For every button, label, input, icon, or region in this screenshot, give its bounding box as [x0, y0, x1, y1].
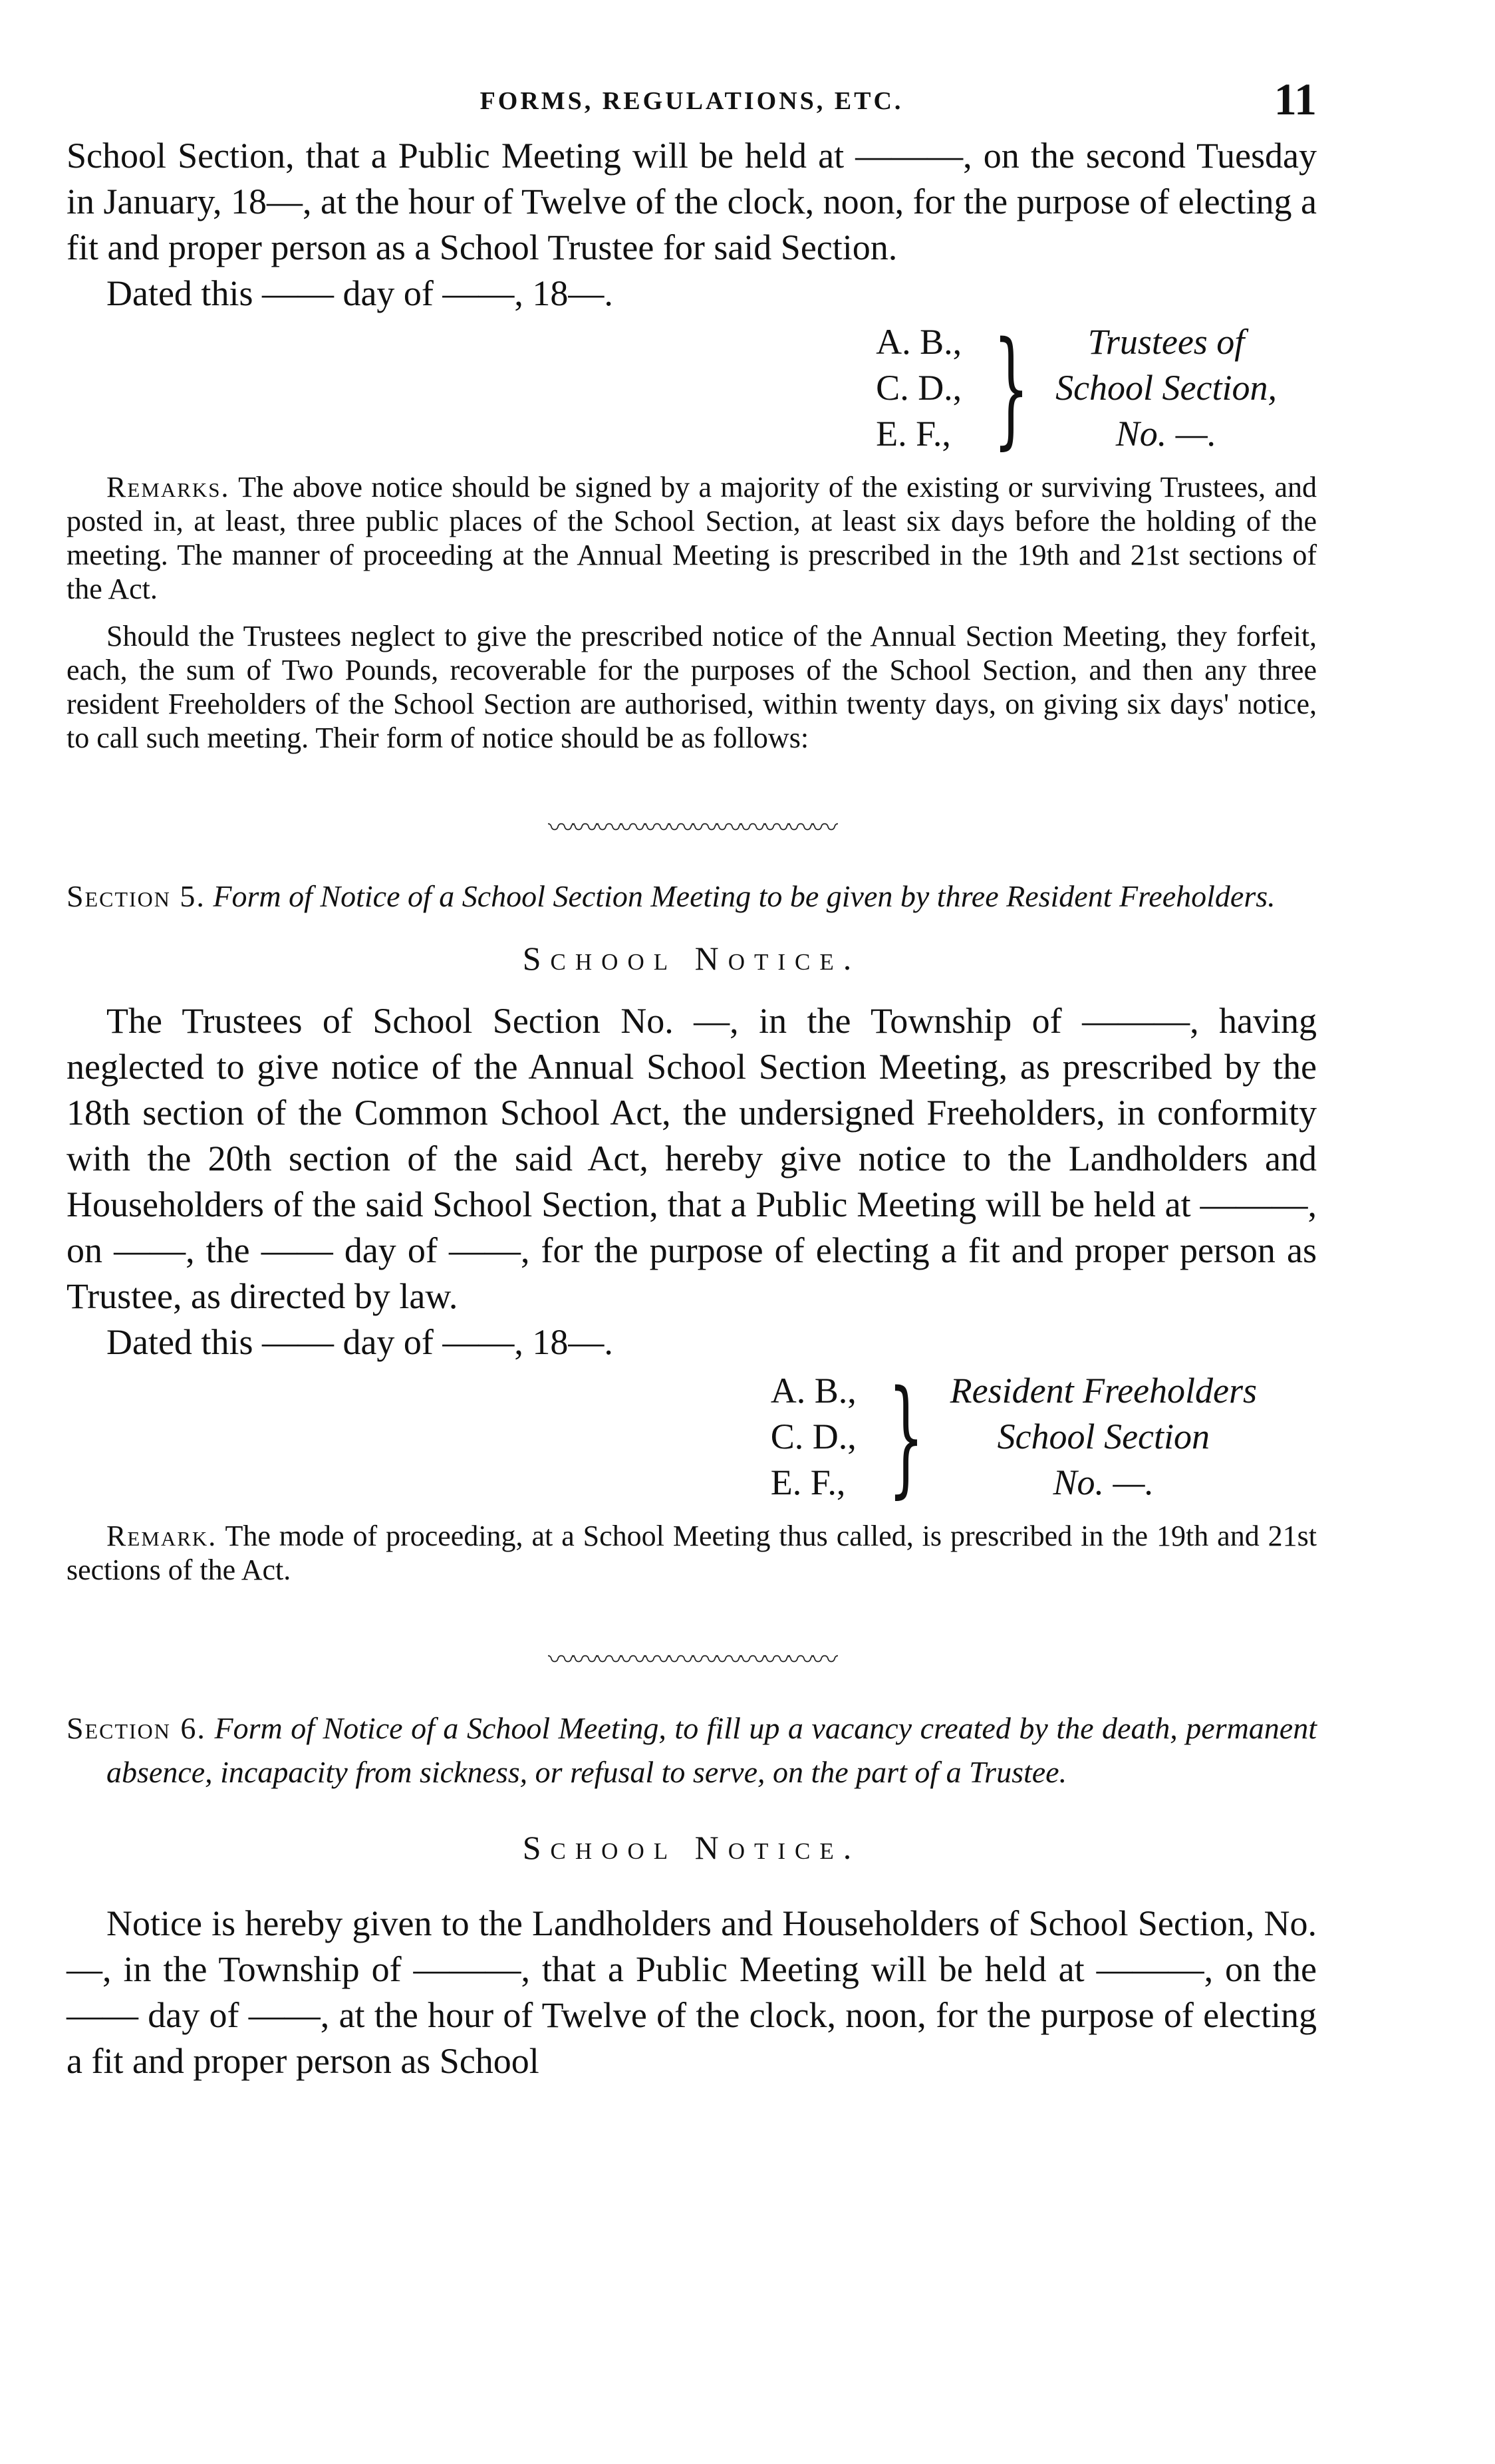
section6-heading	[67, 1707, 1317, 1794]
section6-title: Form of Notice of a School Meeting, to fill up a vacancy created by the death, permanent absence, incapacity from sickness, or refusal to serve, on the part of a Trustee.	[106, 1711, 1317, 1789]
signature-title: No. —.	[1053, 1462, 1155, 1502]
section5-title: Form of Notice of a School Section Meeting to be given by three Resident Freeholders.	[205, 879, 1276, 913]
section4-notice-body: School Section, that a Public Meeting will be held at ———, on the second Tuesday in January, 18—, at the hour of Twelve of the clock, noon, for the purpose of electing a fit and proper person as a School Trustee for said Section.	[67, 136, 1317, 267]
signature-name: E. F.,	[876, 414, 951, 454]
section6-notice-title: School Notice.	[522, 1829, 861, 1866]
ornamental-rule: 〰〰〰〰〰〰〰〰〰〰〰〰	[548, 1645, 835, 1675]
signature-name: C. D.,	[876, 368, 962, 408]
signature-title: Resident Freeholders	[950, 1371, 1257, 1411]
ornamental-rule: 〰〰〰〰〰〰〰〰〰〰〰〰	[548, 813, 835, 843]
remarks-text: The above notice should be signed by a majority of the existing or surviving Trustees, and posted in, at least, three public places of the School Section, at least six days before the holding of the meeting. The manner of proceeding at the Annual Meeting is prescribed in the 19th and 21st sections of the Act.	[67, 471, 1317, 605]
section4-signature-block	[67, 314, 1317, 462]
signature-title: School Section	[997, 1417, 1210, 1456]
remark-text: The mode of proceeding, at a School Meeting thus called, is prescribed in the 19th and 21st sections of the Act.	[67, 1520, 1317, 1586]
signature-titles	[950, 1368, 1257, 1506]
signature-title: No. —.	[1115, 414, 1217, 454]
running-head	[67, 73, 1317, 133]
section6-notice-body: Notice is hereby given to the Landholders and Householders of School Section, No. —, in the Township of ———, that a Public Meeting will be held at ———, on the —— day of ——, at the hour of Twelve of the clock, noon, for the purpose of electing a fit and proper person as School	[67, 1903, 1317, 2081]
signature-names	[771, 1368, 857, 1506]
remarks-paragraph-2: Should the Trustees neglect to give the prescribed notice of the Annual Section Meeting, they forfeit, each, the sum of Two Pounds, recoverable for the purposes of the School Section, and then any three resident Freeholders of the School Section are authorised, within twenty days, on giving six days' notice, to call such meeting. Their form of notice should be as follows:	[67, 620, 1317, 754]
section5-notice-title: School Notice.	[522, 940, 861, 977]
signature-name: C. D.,	[770, 1417, 857, 1456]
section5-signature-block	[67, 1363, 1317, 1510]
remarks-label: Remarks.	[106, 471, 230, 503]
signature-name: A. B.,	[770, 1371, 857, 1411]
remarks-paragraph	[67, 470, 1317, 606]
remark-label: Remark.	[106, 1520, 217, 1552]
running-title: FORMS, REGULATIONS, ETC.	[479, 87, 904, 115]
section6-label: Section 6.	[67, 1711, 206, 1745]
section5-heading	[67, 875, 1317, 918]
section5-notice-body: The Trustees of School Section No. —, in the Township of ———, having neglected to give notice of the Annual School Section Meeting, as prescribed by the 18th section of the Common School Act, the undersigned Freeholders, in conformity with the 20th section of the said Act, hereby give notice to the Landholders and Householders of the said School Section, that a Public Meeting will be held at ———, on ——, the —— day of ——, for the purpose of electing a fit and proper person as Trustee, as directed by law.	[67, 1001, 1317, 1316]
signature-name: A. B.,	[876, 322, 962, 362]
section5-label: Section 5.	[67, 879, 205, 913]
signature-names	[876, 319, 962, 457]
section5-remark-paragraph	[67, 1519, 1317, 1587]
page-number: 11	[1274, 74, 1317, 124]
curly-brace: }	[887, 1363, 924, 1510]
section4-dated-line: Dated this —— day of ——, 18—.	[106, 273, 613, 313]
signature-name: E. F.,	[770, 1462, 846, 1502]
curly-brace: }	[993, 314, 1029, 462]
signature-title: Trustees of	[1087, 322, 1245, 362]
signature-title: School Section,	[1055, 368, 1277, 408]
document-page	[67, 73, 1317, 2084]
signature-titles	[1055, 319, 1277, 457]
section5-dated-line: Dated this —— day of ——, 18—.	[106, 1322, 613, 1362]
